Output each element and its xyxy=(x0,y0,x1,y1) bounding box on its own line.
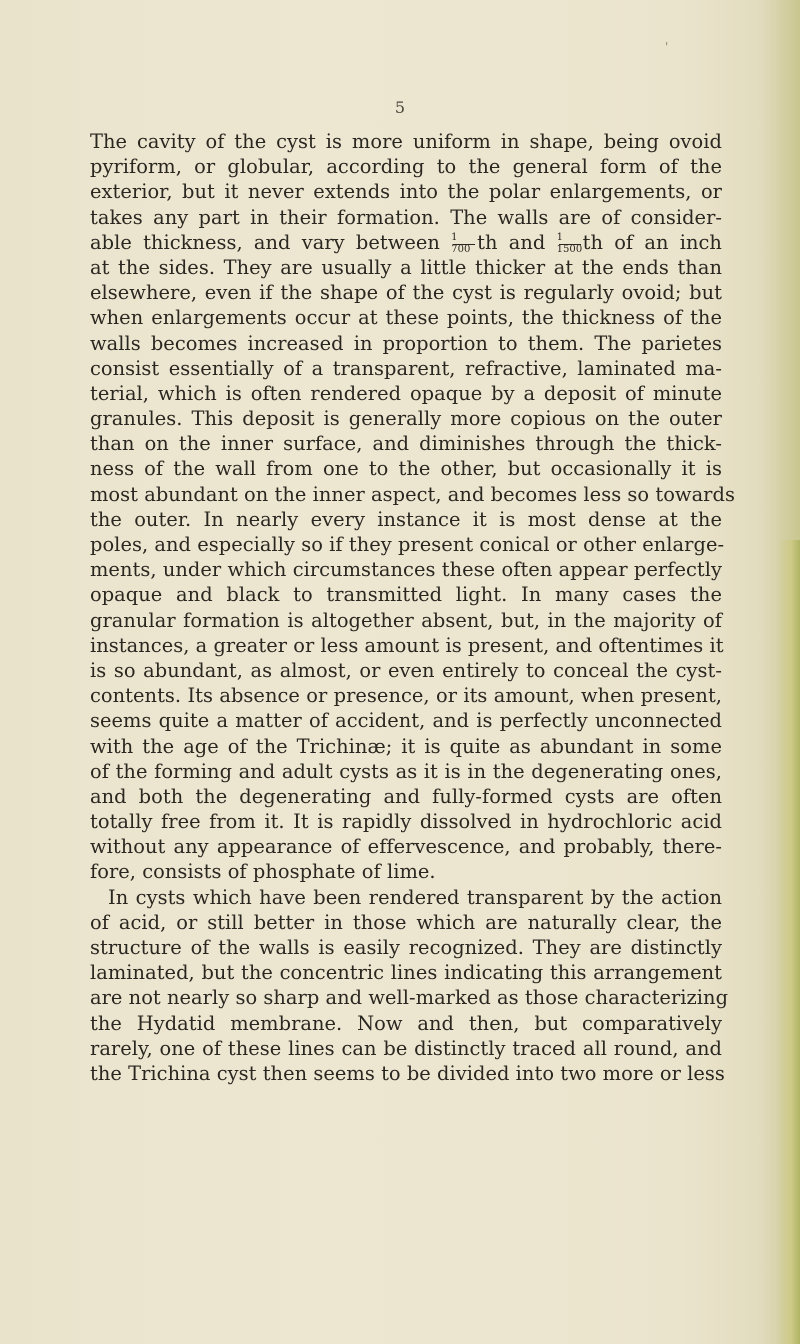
text-line: takes any part in their formation. The walls are of consider- xyxy=(90,205,722,229)
text-fragment: th of an inch xyxy=(582,230,722,254)
text-line: consist essentially of a transparent, refractive, laminated ma- xyxy=(90,356,722,380)
text-line: structure of the walls is easily recognized. They are distinctly xyxy=(90,936,722,959)
text-line-with-fractions xyxy=(90,230,722,255)
text-line: poles, and especially so if they present conical or other enlarge- xyxy=(90,533,725,556)
paragraph-start-line: In cysts which have been rendered transparent by the action xyxy=(108,885,722,909)
text-line: of acid, or still better in those which are naturally clear, the xyxy=(90,910,722,934)
text-line: and both the degenerating and fully-formed cysts are often xyxy=(90,784,722,808)
text-line: than on the inner surface, and diminishes through the thick- xyxy=(90,432,722,456)
text-line: granules. This deposit is generally more copious on the outer xyxy=(90,407,722,431)
text-line: without any appearance of effervescence, and probably, there- xyxy=(90,835,722,859)
text-line: contents. Its absence or presence, or its amount, when present, xyxy=(90,684,722,708)
paragraph-end-line: fore, consists of phosphate of lime. xyxy=(90,860,436,884)
page-number: 5 xyxy=(394,98,406,117)
text-line: walls becomes increased in proportion to them. The parietes xyxy=(90,331,722,355)
fraction-one-seven-hundredth: $\frac{1}{700}$ xyxy=(451,235,477,253)
text-line: instances, a greater or less amount is present, and oftentimes it xyxy=(90,633,724,657)
page-edge-shading xyxy=(778,540,800,1344)
text-line: pyriform, or globular, according to the general form of the xyxy=(90,155,722,179)
text-line: laminated, but the concentric lines indicating this arrangement xyxy=(90,961,722,985)
corner-mark: ' xyxy=(665,40,669,54)
text-line: ments, under which circumstances these often appear perfectly xyxy=(90,558,722,582)
text-line: most abundant on the inner aspect, and becomes less so towards xyxy=(90,482,735,506)
text-line: is so abundant, as almost, or even entirely to conceal the cyst- xyxy=(90,658,722,682)
text-line: granular formation is altogether absent, but, in the majority of xyxy=(90,608,722,632)
text-line: the outer. In nearly every instance it is most dense at the xyxy=(90,507,722,531)
text-line: at the sides. They are usually a little thicker at the ends than xyxy=(90,255,722,279)
text-line: when enlargements occur at these points, the thickness of the xyxy=(90,306,722,330)
text-fragment: able thickness, and vary between xyxy=(90,230,440,254)
text-line: rarely, one of these lines can be distinctly traced all round, and xyxy=(90,1036,722,1060)
body-text xyxy=(90,129,735,1086)
text-line: exterior, but it never extends into the polar enlargements, or xyxy=(90,180,722,204)
text-line: opaque and black to transmitted light. In many cases the xyxy=(90,583,722,607)
text-line: the Trichina cyst then seems to be divided into two more or less xyxy=(90,1061,725,1085)
text-line: with the age of the Trichinæ; it is quite as abundant in some xyxy=(90,734,722,758)
text-fragment: th and xyxy=(477,230,546,254)
text-line: The cavity of the cyst is more uniform in shape, being ovoid xyxy=(90,130,722,153)
text-line: totally free from it. It is rapidly dissolved in hydrochloric acid xyxy=(90,810,722,834)
text-line: ness of the wall from one to the other, but occasionally it is xyxy=(90,457,722,481)
text-line: elsewhere, even if the shape of the cyst is regularly ovoid; but xyxy=(90,281,722,305)
text-line: of the forming and adult cysts as it is in the degenerating ones, xyxy=(90,759,722,783)
text-line: the Hydatid membrane. Now and then, but comparatively xyxy=(90,1011,722,1035)
text-line: seems quite a matter of accident, and is perfectly unconnected xyxy=(90,709,722,733)
text-line: are not nearly so sharp and well-marked as those characterizing xyxy=(90,986,729,1010)
text-line: terial, which is often rendered opaque by a deposit of minute xyxy=(90,381,722,405)
fraction-one-fifteen-hundredth: $\frac{1}{1500}$ xyxy=(556,231,583,255)
